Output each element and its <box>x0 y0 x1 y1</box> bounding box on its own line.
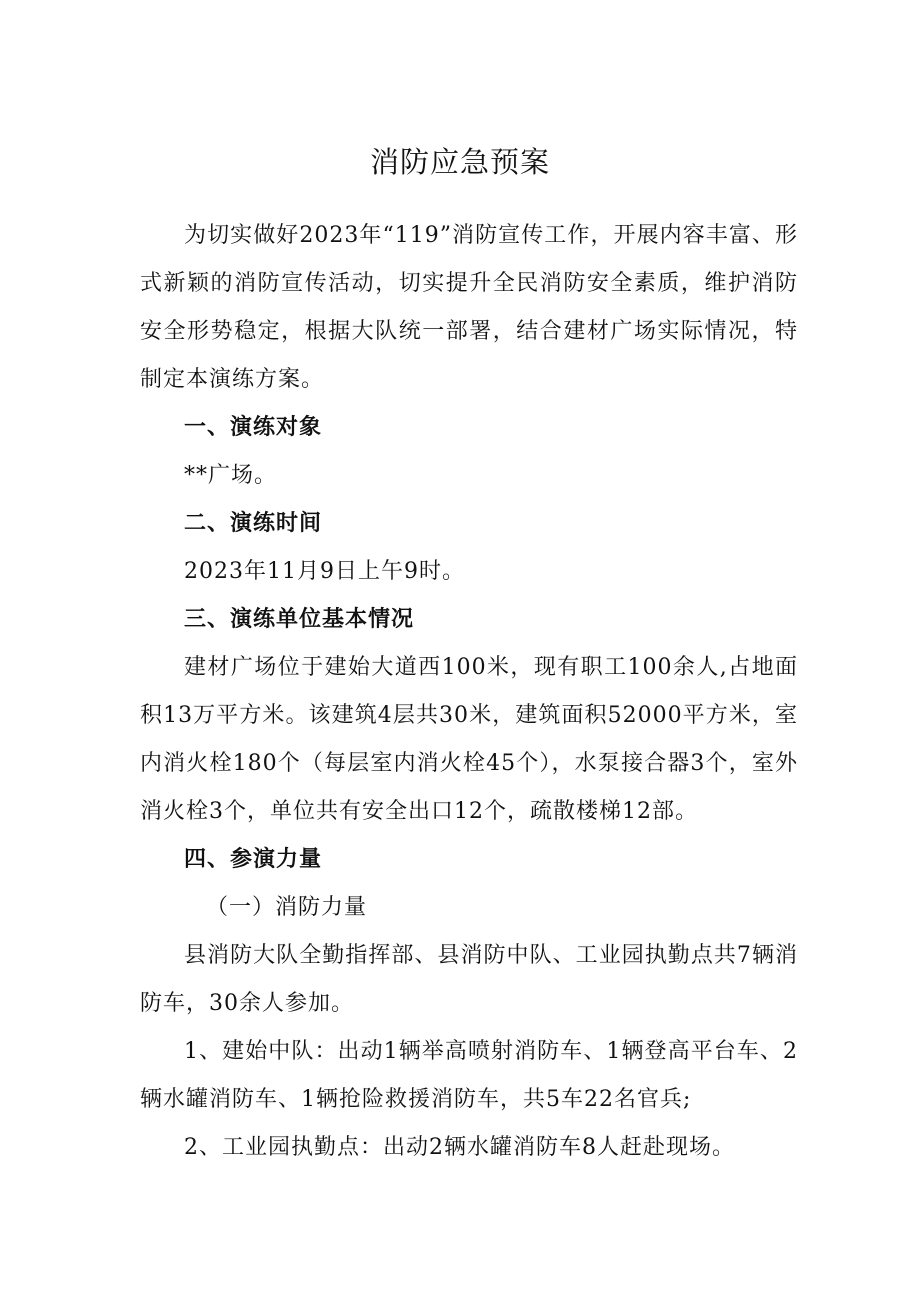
subsection-heading-fire-forces: （一）消防力量 <box>206 895 368 920</box>
section-heading-time: 二、演练时间 <box>184 511 323 536</box>
forces-paragraph-summary: 县消防大队全勤指挥部、县消防中队、工业园执勤点共7辆消防车，30余人参加。 <box>140 943 798 1016</box>
section-body-unit-info: 建材广场位于建始大道西100米，现有职工100余人,占地面积13万平方米。该建筑4层共30米，建筑面积52000平方米，室内消火栓180个（每层室内消火栓45个），水泵接合器3个，室外消火栓3个，单位共有安全出口12个，疏散楼梯12部。 <box>140 655 798 824</box>
forces-paragraph-jianshi: 1、建始中队：出动1辆举高喷射消防车、1辆登高平台车、2辆水罐消防车、1辆抢险救援消防车，共5车22名官兵; <box>140 1039 798 1112</box>
section-heading-unit-info: 三、演练单位基本情况 <box>184 607 415 632</box>
section-body-target: **广场。 <box>184 463 278 488</box>
forces-paragraph-industrial-park: 2、工业园执勤点：出动2辆水罐消防车8人赶赴现场。 <box>184 1135 735 1160</box>
section-body-time: 2023年11月9日上午9时。 <box>184 559 465 584</box>
section-heading-target: 一、演练对象 <box>184 415 323 440</box>
section-heading-forces: 四、参演力量 <box>184 847 323 872</box>
document-title: 消防应急预案 <box>369 145 550 179</box>
intro-paragraph: 为切实做好2023年“119”消防宣传工作，开展内容丰富、形式新颖的消防宣传活动，切实提升全民消防安全素质，维护消防安全形势稳定，根据大队统一部署，结合建材广场实际情况，特制定本演练方案。 <box>140 223 798 392</box>
document-body <box>140 212 798 1172</box>
